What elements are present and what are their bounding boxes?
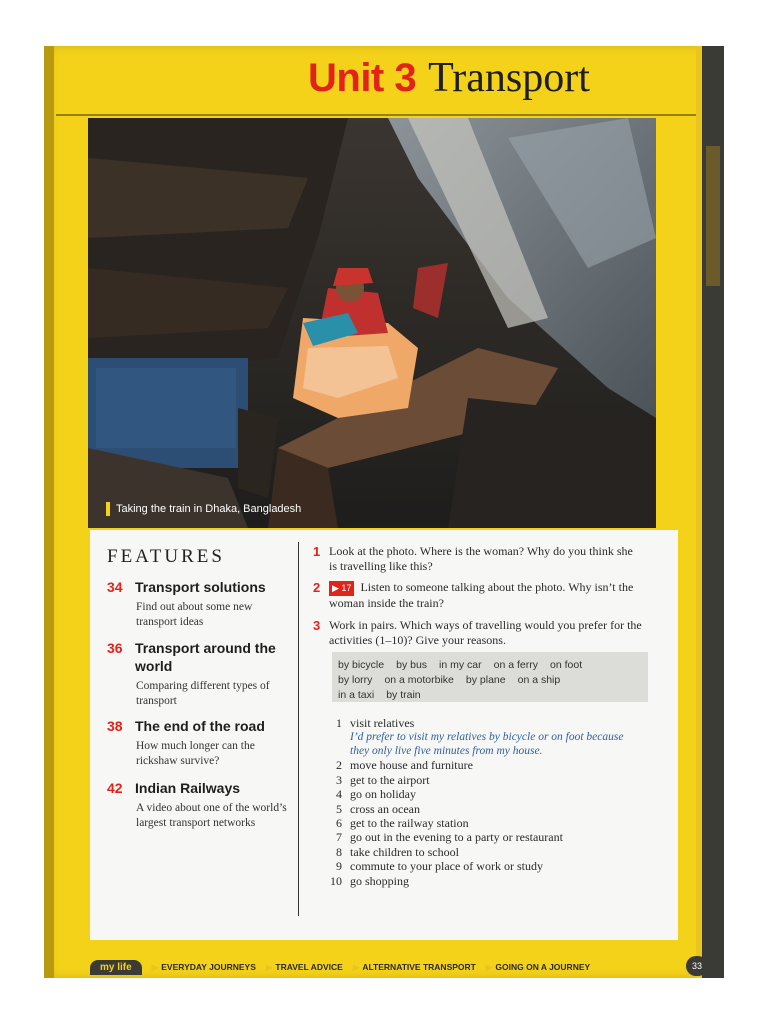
feature-page: 42 — [107, 780, 123, 796]
feature-item[interactable] — [107, 578, 292, 630]
footer-link[interactable]: ▶ GOING ON A JOURNEY — [485, 961, 591, 972]
column-divider — [298, 542, 299, 916]
photo-caption — [106, 502, 301, 516]
activity-item: 4 go on holiday — [336, 787, 416, 802]
caption-text: Taking the train in Dhaka, Bangladesh — [116, 503, 302, 515]
title-rule — [56, 114, 696, 116]
arrow-icon: ▶ — [151, 961, 159, 972]
feature-title: Indian Railways — [135, 780, 241, 796]
activity-item: 5 cross an ocean — [336, 801, 420, 816]
activity-item: 1 visit relatives — [336, 716, 415, 730]
feature-desc: How much longer can the rickshaw survive? — [136, 740, 255, 767]
feature-title: The end of the road — [135, 718, 265, 734]
unit-label: Unit 3 — [308, 56, 417, 100]
transport-option: by lorry — [338, 674, 373, 686]
example-answer: I’d prefer to visit my relatives by bicycle or on foot because they only live five minutes from my house. — [350, 731, 624, 758]
transport-option: on a ferry — [493, 659, 538, 671]
feature-item[interactable] — [107, 639, 292, 709]
transport-option: in a taxi — [338, 689, 375, 701]
activity-item: 8 take children to school — [336, 844, 459, 859]
audio-track-badge[interactable]: ▶ 17 — [329, 581, 354, 596]
transport-option: in my car — [439, 659, 482, 671]
train-photo-illustration — [88, 118, 656, 528]
transport-option: by train — [386, 689, 421, 701]
feature-page: 34 — [107, 579, 123, 595]
arrow-icon: ▶ — [485, 961, 493, 972]
transport-option: on a motorbike — [384, 674, 454, 686]
question-text: Listen to someone talking about the photo. Why isn’t the woman inside the train? — [329, 580, 634, 610]
activities-list — [330, 716, 650, 888]
question-text: Look at the photo. Where is the woman? Why do you think she is travelling like this? — [329, 544, 633, 573]
question-1: 1 Look at the photo. Where is the woman? Why do you think she is travelling like this? — [313, 544, 643, 574]
feature-desc: Comparing different types of transport — [136, 680, 270, 707]
activity-item: 2 move house and furniture — [336, 758, 473, 773]
feature-item[interactable] — [107, 779, 292, 831]
caption-marker — [106, 502, 110, 516]
activity-item: 10 go shopping — [330, 873, 410, 888]
feature-title: Transport solutions — [135, 579, 266, 595]
feature-item[interactable] — [107, 717, 292, 769]
feature-title: Transport around the world — [135, 640, 276, 674]
question-text: Work in pairs. Which ways of travelling would you prefer for the activities (1–10)? Give your reasons. — [329, 618, 642, 647]
transport-option: by bus — [396, 659, 428, 671]
question-2: 2 ▶ 17 Listen to someone talking about the photo. Why isn’t the woman inside the train? — [313, 580, 634, 610]
feature-desc: A video about one of the world’s largest transport networks — [136, 802, 287, 829]
unit-title: Transport — [428, 55, 590, 101]
transport-option: by plane — [465, 674, 506, 686]
transport-option: on a ship — [517, 674, 561, 686]
question-3: 3 Work in pairs. Which ways of travelling would you prefer for the activities (1–10)? Give your reasons. — [313, 618, 642, 647]
activity-item: 6 get to the railway station — [336, 816, 469, 831]
transport-options-box — [332, 652, 648, 702]
next-page-edge — [696, 46, 724, 978]
transport-option: by bicycle — [338, 659, 385, 671]
book-spine — [44, 46, 54, 978]
footer-link[interactable]: ▶ EVERYDAY JOURNEYS — [151, 961, 256, 972]
features-heading: FEATURES — [107, 546, 225, 567]
arrow-icon: ▶ — [352, 961, 360, 972]
feature-page: 36 — [107, 640, 123, 656]
page-number: 33 — [686, 956, 708, 976]
activity-item: 7 go out in the evening to a party or restaurant — [336, 830, 563, 845]
feature-page: 38 — [107, 718, 123, 734]
footer-link[interactable]: ▶ ALTERNATIVE TRANSPORT — [352, 961, 476, 972]
feature-desc: Find out about some new transport ideas — [136, 601, 253, 628]
activity-item: 3 get to the airport — [336, 772, 430, 787]
unit-heading — [308, 54, 590, 102]
transport-option: on foot — [550, 659, 583, 671]
arrow-icon: ▶ — [265, 961, 273, 972]
footer-nav — [90, 956, 710, 978]
footer-link[interactable]: ▶ TRAVEL ADVICE — [265, 961, 343, 972]
cover-photo — [88, 118, 656, 528]
activity-item: 9 commute to your place of work or study — [336, 859, 543, 874]
my-life-badge: my life — [90, 960, 142, 975]
